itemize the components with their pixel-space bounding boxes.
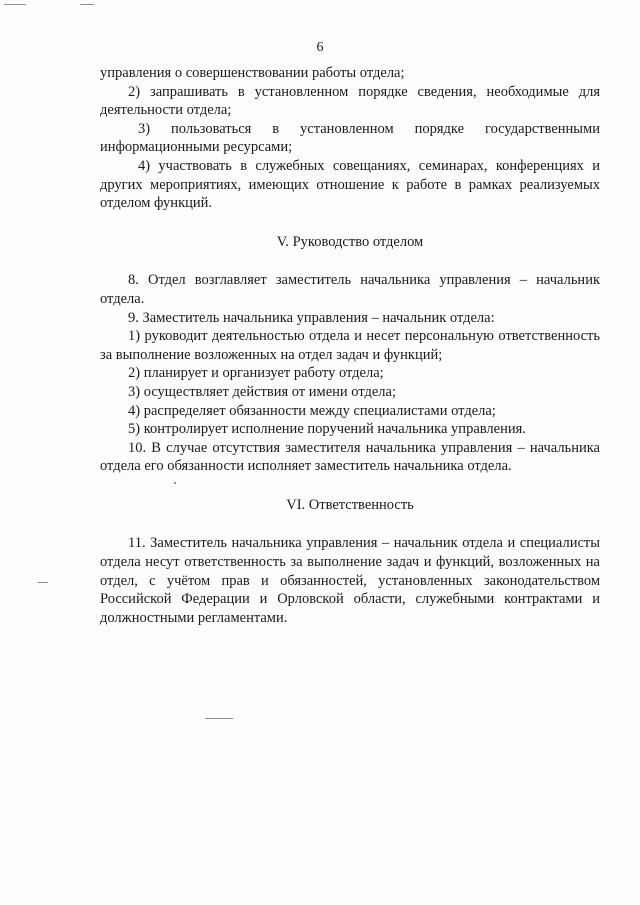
paragraph-continuation: управления о совершенствовании работы отдела; [100,65,405,81]
clause-9-item-1: 1) руководит деятельностью отдела и несет персональную ответственность за выполнение возложенных на отдел задач и функций; [100,328,600,363]
list-item-2: 2) запрашивать в установленном порядке сведения, необходимые для деятельности отдела; [100,83,600,119]
page-number: 6 [316,40,324,55]
clause-11: 11. Заместитель начальника управления – начальник отдела и специалисты отдела несут ответственность за выполнение задач и функций, возложенных на отдел, с учётом прав и обязанностей, установленных законодательством Российской Федерации и Орловской области, служебными контрактами и должностными регламентами. [100,535,600,626]
list-item-4: 4) участвовать в служебных совещаниях, семинарах, конференциях и других мероприятиях, имеющих отношение к работе в рамках реализуемых отделом функций. [100,157,600,212]
clause-9-item-2: 2) планирует и организует работу отдела; [128,365,384,382]
scan-dot-2 [205,718,233,719]
scan-mark-top-left [4,4,26,5]
clause-9-item-4: 4) распределяет обязанности между специалистами отдела; [128,402,496,419]
section-heading-v: V. Руководство отделом [276,233,424,250]
scan-mark-left [38,582,48,583]
clause-9: 9. Заместитель начальника управления – начальник отдела: [128,309,495,326]
section-heading-vi: VI. Ответственность [286,496,414,513]
clause-10: 10. В случае отсутствия заместителя начальника управления – начальника отдела его обязанности исполняет заместитель начальника отдела. [100,439,600,475]
list-item-3: 3) пользоваться в установленном порядке государственными информационными ресурсами; [100,120,600,156]
clause-8: 8. Отдел возглавляет заместитель начальника управления – начальник отдела. [100,272,600,307]
clause-9-item-3: 3) осуществляет действия от имени отдела; [128,383,397,400]
clause-9-item-5: 5) контролирует исполнение поручений начальника управления. [128,421,526,438]
document-body [100,64,600,627]
scan-mark-top [80,4,94,5]
